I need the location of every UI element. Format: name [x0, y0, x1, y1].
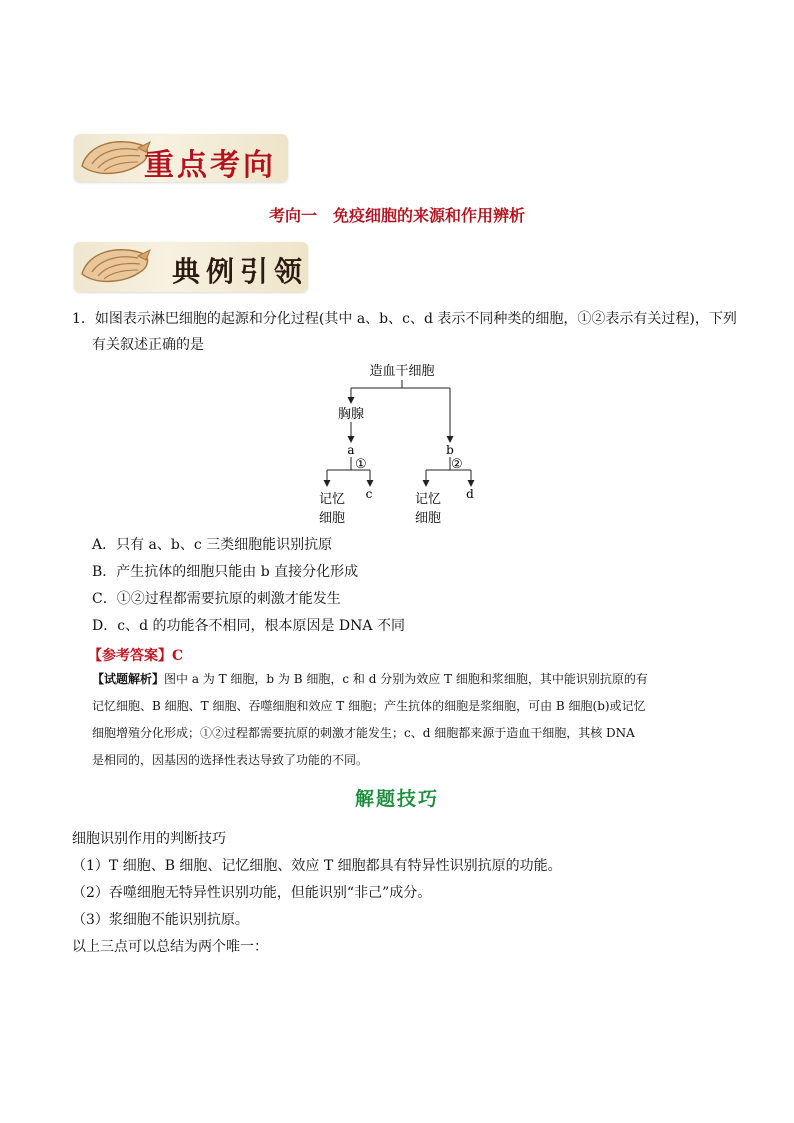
banner-title: 典例引领 [172, 255, 309, 288]
cell-b-label: b [446, 443, 454, 457]
section-banner-key-directions [74, 134, 288, 182]
question-line-1 [72, 306, 752, 332]
section-title: 考向一 免疫细胞的来源和作用辨析 [268, 206, 525, 225]
cell-c-label: c [365, 487, 373, 501]
option-d: D．c、d 的功能各不相同，根本原因是 DNA 不同 [92, 618, 405, 634]
memory-cell-2-label-line1: 记忆 [414, 492, 442, 507]
lymphocyte-origin-diagram [300, 358, 510, 530]
memory-cell-1-label-line2: 细胞 [318, 511, 346, 526]
cell-a-label: a [347, 443, 355, 457]
tip-item-1: （1）T 细胞、B 细胞、记忆细胞、效应 T 细胞都具有特异性识别抗原的功能。 [72, 858, 562, 874]
question-text: 如图表示淋巴细胞的起源和分化过程(其中 a、b、c、d 表示不同种类的细胞，①②表示有关过程)，下列 [94, 311, 737, 327]
option-c: C．①②过程都需要抗原的刺激才能发生 [92, 591, 341, 607]
explanation-line-1: 【试题解析】图中 a 为 T 细胞，b 为 B 细胞，c 和 d 分别为效应 T 细胞和浆细胞，其中能识别抗原的有 [92, 672, 648, 686]
banner-title: 重点考向 [144, 148, 276, 183]
answer-value: C [172, 648, 184, 664]
process-1-label: ① [355, 457, 367, 472]
cell-d-label: d [466, 487, 474, 501]
reference-answer [88, 645, 183, 665]
thymus-label: 胸腺 [337, 407, 365, 422]
seashell-icon [78, 136, 154, 182]
question-line-2: 有关叙述正确的是 [92, 337, 204, 353]
seashell-icon [78, 244, 154, 290]
explanation-label: 【试题解析】 [92, 672, 165, 686]
memory-cell-1-label-line1: 记忆 [318, 492, 346, 507]
process-2-label: ② [451, 457, 463, 472]
option-b: B．产生抗体的细胞只能由 b 直接分化形成 [92, 564, 359, 580]
question-number: 1． [72, 311, 95, 327]
option-a: A．只有 a、b、c 三类细胞能识别抗原 [92, 537, 333, 553]
section-banner-typical-examples [74, 242, 308, 292]
hematopoietic-stem-cell-label: 造血干细胞 [369, 364, 435, 379]
explanation-line-3: 细胞增殖分化形成；①②过程都需要抗原的刺激才能发生；c、d 细胞都来源于造血干细胞，其核 DNA [92, 726, 635, 740]
tips-intro: 细胞识别作用的判断技巧 [72, 831, 226, 847]
tip-item-2: （2）吞噬细胞无特异性识别功能，但能识别“非己”成分。 [72, 885, 432, 901]
explanation-line-4: 是相同的，因基因的选择性表达导致了功能的不同。 [92, 753, 369, 767]
tips-summary: 以上三点可以总结为两个唯一： [72, 939, 268, 955]
explanation-line-2: 记忆细胞、B 细胞、T 细胞、吞噬细胞和效应 T 细胞；产生抗体的细胞是浆细胞，可由 B 细胞(b)或记忆 [92, 699, 646, 713]
problem-solving-tips-heading: 解题技巧 [354, 788, 439, 810]
tip-item-3: （3）浆细胞不能识别抗原。 [72, 912, 249, 928]
memory-cell-2-label-line2: 细胞 [414, 511, 442, 526]
answer-label: 【参考答案】 [88, 648, 172, 664]
